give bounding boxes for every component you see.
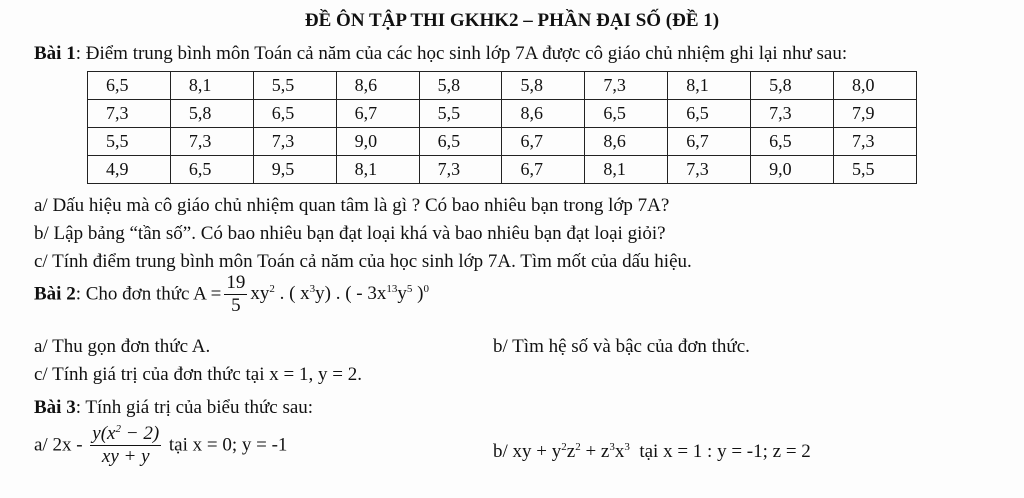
- monomial-coefficient-fraction: [224, 273, 247, 317]
- table-cell: 6,5: [170, 156, 253, 184]
- bai3-a-denominator: xy + y: [101, 446, 150, 467]
- fraction-denominator: 5: [231, 295, 241, 316]
- table-cell: 7,3: [751, 100, 834, 128]
- bai2-question-c: c/ Tính giá trị của đơn thức tại x = 1, y = 2.: [34, 364, 362, 385]
- table-cell: 5,5: [253, 72, 336, 100]
- bai2-intro: : Cho đơn thức A =: [75, 283, 222, 305]
- bai2-statement: [34, 273, 429, 317]
- table-cell: 7,3: [419, 156, 502, 184]
- table-cell: 9,0: [751, 156, 834, 184]
- table-cell: 5,8: [502, 72, 585, 100]
- table-cell: 6,5: [585, 100, 668, 128]
- table-cell: 6,5: [419, 128, 502, 156]
- table-cell: 6,5: [751, 128, 834, 156]
- table-cell: 6,7: [502, 156, 585, 184]
- bai3-a-condition: tại x = 0; y = -1: [168, 434, 288, 456]
- table-cell: 8,1: [336, 156, 419, 184]
- monomial-expression: $xy^2$ . ( $x^3y$) . ( - $3x^{13}y^5$ )$^0$: [250, 283, 429, 305]
- table-cell: 7,3: [834, 128, 917, 156]
- table-cell: 5,5: [834, 156, 917, 184]
- bai2-label: Bài 2: [34, 283, 76, 305]
- table-cell: 5,8: [170, 100, 253, 128]
- table-cell: 6,7: [668, 128, 751, 156]
- table-cell: 6,5: [88, 72, 171, 100]
- table-cell: 7,3: [170, 128, 253, 156]
- table-cell: 6,5: [668, 100, 751, 128]
- table-cell: 7,3: [253, 128, 336, 156]
- table-cell: 6,5: [253, 100, 336, 128]
- table-cell: 8,1: [668, 72, 751, 100]
- bai2-question-a: a/ Thu gọn đơn thức A.: [34, 336, 211, 357]
- bai3-a-prefix: a/ 2x -: [34, 434, 83, 456]
- table-cell: 8,1: [170, 72, 253, 100]
- table-cell: 8,6: [502, 100, 585, 128]
- table-cell: 8,6: [585, 128, 668, 156]
- table-cell: 8,6: [336, 72, 419, 100]
- page-title: ĐỀ ÔN TẬP THI GKHK2 – PHẦN ĐẠI SỐ (ĐỀ 1): [304, 10, 720, 31]
- bai1-question-b: b/ Lập bảng “tần số”. Có bao nhiêu bạn đạt loại khá và bao nhiêu bạn đạt loại giỏi?: [34, 223, 666, 244]
- table-cell: 9,0: [336, 128, 419, 156]
- bai3-intro-line: [34, 397, 313, 419]
- table-cell: 9,5: [253, 156, 336, 184]
- bai1-question-c: c/ Tính điểm trung bình môn Toán cả năm của học sinh lớp 7A. Tìm mốt của dấu hiệu.: [34, 251, 692, 272]
- bai3-b-expression: xy + $y^2z^2 + z^3x^3$: [512, 441, 630, 462]
- table-cell: 8,0: [834, 72, 917, 100]
- bai3-question-b: [493, 441, 811, 463]
- bai1-question-a: a/ Dấu hiệu mà cô giáo chủ nhiệm quan tâm là gì ? Có bao nhiêu bạn trong lớp 7A?: [34, 195, 670, 216]
- table-cell: 6,7: [336, 100, 419, 128]
- bai1-intro: : Điểm trung bình môn Toán cả năm của các học sinh lớp 7A được cô giáo chủ nhiệm ghi lại như sau:: [75, 43, 848, 64]
- table-cell: 4,9: [88, 156, 171, 184]
- bai3-a-fraction: [90, 424, 161, 468]
- table-cell: 7,3: [88, 100, 171, 128]
- table-cell: 7,3: [668, 156, 751, 184]
- table-cell: 5,8: [419, 72, 502, 100]
- fraction-numerator: 19: [226, 272, 246, 293]
- table-cell: 5,5: [419, 100, 502, 128]
- bai3-a-numerator: $y(x^2 - 2)$: [92, 423, 160, 444]
- bai2-question-b: b/ Tìm hệ số và bậc của đơn thức.: [493, 336, 750, 357]
- bai3-label: Bài 3: [34, 397, 76, 418]
- bai3-b-prefix: b/: [493, 441, 508, 462]
- table-cell: 8,1: [585, 156, 668, 184]
- table-row: [88, 156, 917, 184]
- bai3-question-a: [34, 424, 287, 468]
- bai3-b-condition: tại x = 1 : y = -1; z = 2: [639, 441, 811, 462]
- table-cell: 5,5: [88, 128, 171, 156]
- bai1-label: Bài 1: [34, 43, 76, 64]
- table-cell: 5,8: [751, 72, 834, 100]
- table-row: [88, 128, 917, 156]
- table-cell: 6,7: [502, 128, 585, 156]
- bai3-intro: : Tính giá trị của biểu thức sau:: [75, 397, 314, 418]
- table-cell: 7,9: [834, 100, 917, 128]
- scores-table: [87, 71, 917, 184]
- table-row: [88, 72, 917, 100]
- table-row: [88, 100, 917, 128]
- table-cell: 7,3: [585, 72, 668, 100]
- bai1-intro-line: [34, 43, 847, 65]
